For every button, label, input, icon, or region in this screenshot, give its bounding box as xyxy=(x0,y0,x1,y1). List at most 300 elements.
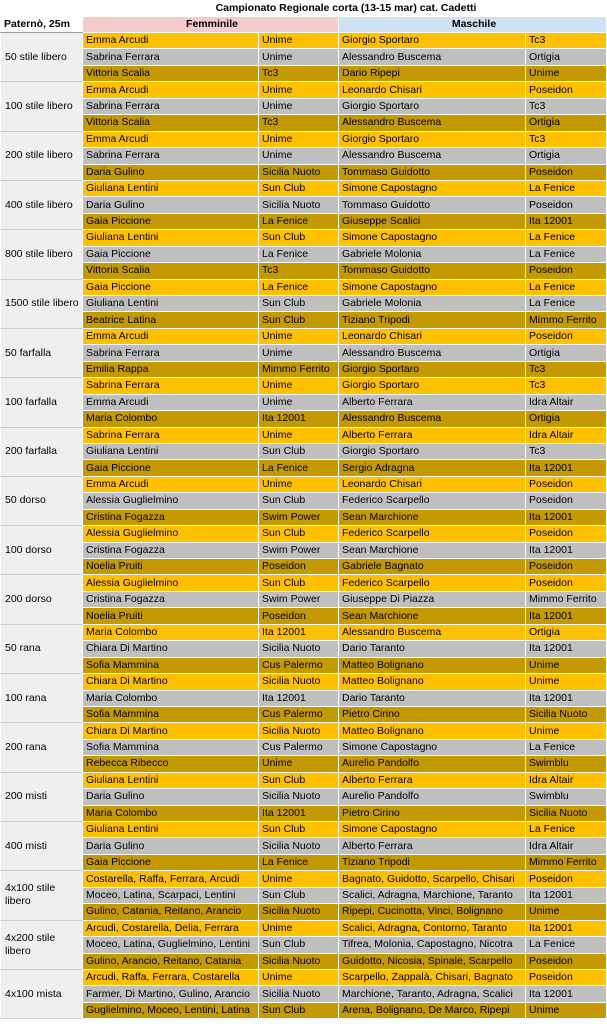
female-club: Sun Club xyxy=(259,296,339,312)
male-club: Poseidon xyxy=(526,969,607,985)
male-athlete: Giorgio Sportaro xyxy=(339,378,526,394)
result-row xyxy=(1,674,607,690)
male-club: Sicilia Nuoto xyxy=(526,805,607,821)
male-club: Ortigia xyxy=(526,345,607,361)
female-club: Sun Club xyxy=(259,180,339,196)
female-athlete: Giuliana Lentini xyxy=(83,443,259,459)
male-athlete: Leonardo Chisari xyxy=(339,476,526,492)
male-athlete: Simone Capostagno xyxy=(339,279,526,295)
female-club: Unime xyxy=(259,131,339,147)
female-club: Unime xyxy=(259,756,339,772)
result-row xyxy=(1,854,607,870)
male-club: Tc3 xyxy=(526,33,607,49)
result-row xyxy=(1,657,607,673)
male-athlete: Simone Capostagno xyxy=(339,180,526,196)
female-club: La Fenice xyxy=(259,213,339,229)
female-athlete: Cristina Fogazza xyxy=(83,591,259,607)
female-athlete: Alessia Guglielmino xyxy=(83,526,259,542)
female-athlete: Emma Arcudi xyxy=(83,82,259,98)
female-athlete: Moceo, Latina, Guglielmino, Lentini xyxy=(83,937,259,953)
result-row xyxy=(1,427,607,443)
male-athlete: Alessandro Buscema xyxy=(339,148,526,164)
female-club: Sicilia Nuoto xyxy=(259,723,339,739)
female-club: La Fenice xyxy=(259,460,339,476)
female-athlete: Emma Arcudi xyxy=(83,476,259,492)
female-club: Unime xyxy=(259,378,339,394)
event-name: 4x100 mista xyxy=(1,969,83,1018)
female-club: Sicilia Nuoto xyxy=(259,838,339,854)
male-club: Sicilia Nuoto xyxy=(526,706,607,722)
female-athlete: Gulino, Catania, Reitano, Arancio xyxy=(83,904,259,920)
male-club: Ita 12001 xyxy=(526,608,607,624)
female-club: Unime xyxy=(259,82,339,98)
result-row xyxy=(1,98,607,114)
result-row xyxy=(1,739,607,755)
male-athlete: Alberto Ferrara xyxy=(339,772,526,788)
male-club: Tc3 xyxy=(526,443,607,459)
female-athlete: Costarella, Raffa, Ferrara, Arcudi xyxy=(83,871,259,887)
female-athlete: Gaia Piccione xyxy=(83,279,259,295)
female-athlete: Moceo, Latina, Scarpaci, Lentini xyxy=(83,887,259,903)
female-athlete: Noelia Pruiti xyxy=(83,559,259,575)
female-club: Unime xyxy=(259,328,339,344)
female-athlete: Cristina Fogazza xyxy=(83,542,259,558)
event-name: 50 rana xyxy=(1,624,83,673)
result-row xyxy=(1,690,607,706)
male-club: Ortigia xyxy=(526,148,607,164)
female-athlete: Sofia Mammina xyxy=(83,739,259,755)
female-club: La Fenice xyxy=(259,854,339,870)
result-row xyxy=(1,526,607,542)
male-club: Poseidon xyxy=(526,953,607,969)
result-row xyxy=(1,328,607,344)
female-athlete: Chiara Di Martino xyxy=(83,641,259,657)
result-row xyxy=(1,164,607,180)
male-club: Ita 12001 xyxy=(526,542,607,558)
male-athlete: Dario Taranto xyxy=(339,641,526,657)
event-name: 4x100 stile libero xyxy=(1,871,83,920)
male-athlete: Dario Taranto xyxy=(339,690,526,706)
male-club: Unime xyxy=(526,65,607,81)
male-club: Ita 12001 xyxy=(526,986,607,1002)
female-club: Swim Power xyxy=(259,509,339,525)
male-club: Tc3 xyxy=(526,131,607,147)
result-row xyxy=(1,246,607,262)
female-club: Cus Palermo xyxy=(259,739,339,755)
male-athlete: Simone Capostagno xyxy=(339,822,526,838)
male-athlete: Leonardo Chisari xyxy=(339,328,526,344)
result-row xyxy=(1,756,607,772)
male-athlete: Scalici, Adragna, Marchione, Taranto xyxy=(339,887,526,903)
female-club: La Fenice xyxy=(259,279,339,295)
event-name: 100 stile libero xyxy=(1,82,83,131)
result-row xyxy=(1,904,607,920)
result-row xyxy=(1,624,607,640)
result-row xyxy=(1,706,607,722)
male-club: Poseidon xyxy=(526,263,607,279)
result-row xyxy=(1,49,607,65)
female-club: La Fenice xyxy=(259,246,339,262)
female-club: Sun Club xyxy=(259,575,339,591)
event-name: 200 farfalla xyxy=(1,427,83,476)
male-club: Swimblu xyxy=(526,756,607,772)
result-row xyxy=(1,608,607,624)
female-club: Sun Club xyxy=(259,937,339,953)
male-club: Poseidon xyxy=(526,493,607,509)
female-athlete: Gaia Piccione xyxy=(83,246,259,262)
female-athlete: Maria Colombo xyxy=(83,690,259,706)
female-athlete: Chiara Di Martino xyxy=(83,674,259,690)
female-club: Cus Palermo xyxy=(259,657,339,673)
male-athlete: Tiziano Tripodi xyxy=(339,854,526,870)
result-row xyxy=(1,263,607,279)
male-athlete: Federico Scarpello xyxy=(339,493,526,509)
male-athlete: Alessandro Buscema xyxy=(339,115,526,131)
male-athlete: Simone Capostagno xyxy=(339,739,526,755)
male-athlete: Federico Scarpello xyxy=(339,575,526,591)
corner-cell xyxy=(1,1,83,17)
male-header: Maschile xyxy=(339,17,607,33)
male-club: Poseidon xyxy=(526,82,607,98)
male-athlete: Simone Capostagno xyxy=(339,230,526,246)
male-athlete: Tommaso Guidotto xyxy=(339,197,526,213)
female-club: Ita 12001 xyxy=(259,411,339,427)
result-row xyxy=(1,887,607,903)
venue-label: Paternò, 25m xyxy=(1,17,83,33)
male-club: Poseidon xyxy=(526,476,607,492)
event-name: 800 stile libero xyxy=(1,230,83,279)
male-club: La Fenice xyxy=(526,937,607,953)
female-athlete: Giuliana Lentini xyxy=(83,180,259,196)
female-athlete: Sabrina Ferrara xyxy=(83,378,259,394)
female-athlete: Gulino, Arancio, Reitano, Catania xyxy=(83,953,259,969)
male-athlete: Matteo Bolignano xyxy=(339,657,526,673)
male-athlete: Scarpello, Zappalà, Chisari, Bagnato xyxy=(339,969,526,985)
male-club: Idra Altair xyxy=(526,772,607,788)
male-athlete: Dario Ripepi xyxy=(339,65,526,81)
female-club: Sun Club xyxy=(259,526,339,542)
result-row xyxy=(1,920,607,936)
event-name: 100 farfalla xyxy=(1,378,83,427)
female-club: Ita 12001 xyxy=(259,805,339,821)
male-club: Idra Altair xyxy=(526,427,607,443)
female-club: Unime xyxy=(259,394,339,410)
female-club: Sun Club xyxy=(259,443,339,459)
female-club: Unime xyxy=(259,427,339,443)
male-athlete: Giorgio Sportaro xyxy=(339,443,526,459)
female-club: Sicilia Nuoto xyxy=(259,674,339,690)
event-name: 200 rana xyxy=(1,723,83,772)
male-athlete: Giorgio Sportaro xyxy=(339,131,526,147)
result-row xyxy=(1,312,607,328)
male-club: Ita 12001 xyxy=(526,690,607,706)
male-club: La Fenice xyxy=(526,279,607,295)
male-athlete: Ripepi, Cucinotta, Vinci, Bolignano xyxy=(339,904,526,920)
male-athlete: Sergio Adragna xyxy=(339,460,526,476)
female-club: Sicilia Nuoto xyxy=(259,904,339,920)
female-club: Tc3 xyxy=(259,115,339,131)
male-club: Mimmo Ferrito xyxy=(526,854,607,870)
female-club: Unime xyxy=(259,148,339,164)
male-athlete: Alessandro Buscema xyxy=(339,49,526,65)
female-athlete: Alessia Guglielmino xyxy=(83,493,259,509)
event-name: 50 stile libero xyxy=(1,33,83,82)
male-athlete: Gabriele Bagnato xyxy=(339,559,526,575)
result-row xyxy=(1,805,607,821)
female-club: Unime xyxy=(259,969,339,985)
result-row xyxy=(1,411,607,427)
male-club: Mimmo Ferrito xyxy=(526,312,607,328)
female-club: Unime xyxy=(259,33,339,49)
event-name: 50 farfalla xyxy=(1,328,83,377)
result-row xyxy=(1,559,607,575)
male-club: La Fenice xyxy=(526,296,607,312)
female-athlete: Sabrina Ferrara xyxy=(83,427,259,443)
female-club: Unime xyxy=(259,920,339,936)
female-athlete: Farmer, Di Martino, Gulino, Arancio xyxy=(83,986,259,1002)
female-club: Sicilia Nuoto xyxy=(259,953,339,969)
male-athlete: Alessandro Buscema xyxy=(339,624,526,640)
result-row xyxy=(1,180,607,196)
female-athlete: Beatrice Latina xyxy=(83,312,259,328)
result-row xyxy=(1,575,607,591)
female-club: Unime xyxy=(259,98,339,114)
female-club: Sun Club xyxy=(259,230,339,246)
female-club: Sun Club xyxy=(259,822,339,838)
female-athlete: Emma Arcudi xyxy=(83,131,259,147)
female-athlete: Vittoria Scalia xyxy=(83,263,259,279)
female-athlete: Vittoria Scalia xyxy=(83,65,259,81)
result-row xyxy=(1,953,607,969)
female-club: Unime xyxy=(259,476,339,492)
male-club: Idra Altair xyxy=(526,838,607,854)
result-row xyxy=(1,213,607,229)
male-athlete: Matteo Bolignano xyxy=(339,723,526,739)
female-athlete: Gaia Piccione xyxy=(83,213,259,229)
female-club: Unime xyxy=(259,345,339,361)
result-row xyxy=(1,115,607,131)
female-header: Femminile xyxy=(83,17,339,33)
event-name: 50 dorso xyxy=(1,476,83,525)
male-athlete: Giorgio Sportaro xyxy=(339,98,526,114)
female-athlete: Sofia Mammina xyxy=(83,706,259,722)
female-club: Unime xyxy=(259,49,339,65)
result-row xyxy=(1,1002,607,1018)
result-row xyxy=(1,937,607,953)
result-row xyxy=(1,509,607,525)
female-athlete: Vittoria Scalia xyxy=(83,115,259,131)
female-athlete: Sofia Mammina xyxy=(83,657,259,673)
male-club: Ortigia xyxy=(526,624,607,640)
result-row xyxy=(1,345,607,361)
result-row xyxy=(1,969,607,985)
male-club: La Fenice xyxy=(526,739,607,755)
result-row xyxy=(1,296,607,312)
result-row xyxy=(1,378,607,394)
female-club: Sicilia Nuoto xyxy=(259,164,339,180)
male-athlete: Tiziano Tripodi xyxy=(339,312,526,328)
male-athlete: Alberto Ferrara xyxy=(339,427,526,443)
male-athlete: Sean Marchione xyxy=(339,608,526,624)
female-club: Mimmo Ferrito xyxy=(259,361,339,377)
male-athlete: Federico Scarpello xyxy=(339,526,526,542)
female-club: Ita 12001 xyxy=(259,624,339,640)
event-name: 4x200 stile libero xyxy=(1,920,83,969)
female-athlete: Noelia Pruiti xyxy=(83,608,259,624)
female-club: Sicilia Nuoto xyxy=(259,789,339,805)
female-athlete: Rebecca Ribecco xyxy=(83,756,259,772)
male-club: Ita 12001 xyxy=(526,213,607,229)
result-row xyxy=(1,822,607,838)
male-club: La Fenice xyxy=(526,822,607,838)
male-club: Ortigia xyxy=(526,115,607,131)
male-athlete: Alessandro Buscema xyxy=(339,411,526,427)
male-club: Unime xyxy=(526,904,607,920)
male-athlete: Tommaso Guidotto xyxy=(339,263,526,279)
result-row xyxy=(1,772,607,788)
male-athlete: Giorgio Sportaro xyxy=(339,361,526,377)
male-club: Poseidon xyxy=(526,164,607,180)
female-club: Ita 12001 xyxy=(259,690,339,706)
result-row xyxy=(1,871,607,887)
male-athlete: Alberto Ferrara xyxy=(339,394,526,410)
male-athlete: Gabriele Molonia xyxy=(339,296,526,312)
female-athlete: Guglielmino, Moceo, Lentini, Latina xyxy=(83,1002,259,1018)
male-club: La Fenice xyxy=(526,230,607,246)
male-club: Ita 12001 xyxy=(526,509,607,525)
female-athlete: Gaia Piccione xyxy=(83,460,259,476)
male-club: Swimblu xyxy=(526,789,607,805)
female-club: Sicilia Nuoto xyxy=(259,641,339,657)
male-athlete: Giuseppe Scalici xyxy=(339,213,526,229)
male-athlete: Tommaso Guidotto xyxy=(339,164,526,180)
female-athlete: Daria Gulino xyxy=(83,838,259,854)
female-athlete: Maria Colombo xyxy=(83,624,259,640)
female-athlete: Sabrina Ferrara xyxy=(83,49,259,65)
event-name: 200 dorso xyxy=(1,575,83,624)
result-row xyxy=(1,361,607,377)
female-athlete: Maria Colombo xyxy=(83,411,259,427)
male-athlete: Leonardo Chisari xyxy=(339,82,526,98)
male-athlete: Alessandro Buscema xyxy=(339,345,526,361)
female-club: Tc3 xyxy=(259,263,339,279)
male-athlete: Matteo Bolignano xyxy=(339,674,526,690)
result-row xyxy=(1,82,607,98)
male-club: Poseidon xyxy=(526,575,607,591)
female-club: Swim Power xyxy=(259,542,339,558)
page-title: Campionato Regionale corta (13-15 mar) cat. Cadetti xyxy=(83,1,607,17)
result-row xyxy=(1,838,607,854)
male-athlete: Arena, Bolignano, De Marco, Ripepi xyxy=(339,1002,526,1018)
male-athlete: Tifrea, Molonia, Capostagno, Nicotra xyxy=(339,937,526,953)
male-athlete: Giorgio Sportaro xyxy=(339,33,526,49)
result-row xyxy=(1,986,607,1002)
male-club: Poseidon xyxy=(526,328,607,344)
result-row xyxy=(1,197,607,213)
male-athlete: Bagnato, Guidotto, Scarpello, Chisari xyxy=(339,871,526,887)
female-club: Swim Power xyxy=(259,591,339,607)
female-athlete: Daria Gulino xyxy=(83,197,259,213)
female-athlete: Alessia Guglielmino xyxy=(83,575,259,591)
female-athlete: Daria Gulino xyxy=(83,789,259,805)
male-club: Ortigia xyxy=(526,49,607,65)
male-club: Tc3 xyxy=(526,98,607,114)
female-athlete: Maria Colombo xyxy=(83,805,259,821)
result-row xyxy=(1,460,607,476)
female-athlete: Gaia Piccione xyxy=(83,854,259,870)
result-row xyxy=(1,148,607,164)
male-club: Poseidon xyxy=(526,871,607,887)
result-row xyxy=(1,641,607,657)
event-name: 1500 stile libero xyxy=(1,279,83,328)
female-athlete: Sabrina Ferrara xyxy=(83,98,259,114)
female-club: Poseidon xyxy=(259,559,339,575)
result-row xyxy=(1,394,607,410)
male-club: Unime xyxy=(526,1002,607,1018)
result-row xyxy=(1,33,607,49)
result-row xyxy=(1,542,607,558)
event-name: 200 misti xyxy=(1,772,83,821)
male-athlete: Aurelio Pandolfo xyxy=(339,789,526,805)
result-row xyxy=(1,65,607,81)
female-club: Unime xyxy=(259,871,339,887)
result-row xyxy=(1,131,607,147)
female-club: Sicilia Nuoto xyxy=(259,197,339,213)
male-club: Idra Altair xyxy=(526,394,607,410)
event-name: 200 stile libero xyxy=(1,131,83,180)
male-athlete: Pietro Cirino xyxy=(339,805,526,821)
male-club: La Fenice xyxy=(526,246,607,262)
male-club: Ita 12001 xyxy=(526,641,607,657)
male-club: Poseidon xyxy=(526,559,607,575)
female-club: Sun Club xyxy=(259,312,339,328)
female-athlete: Emma Arcudi xyxy=(83,328,259,344)
female-athlete: Arcudi, Costarella, Delia, Ferrara xyxy=(83,920,259,936)
female-athlete: Cristina Fogazza xyxy=(83,509,259,525)
male-club: Poseidon xyxy=(526,526,607,542)
result-row xyxy=(1,476,607,492)
female-athlete: Giuliana Lentini xyxy=(83,296,259,312)
female-club: Sicilia Nuoto xyxy=(259,986,339,1002)
female-athlete: Giuliana Lentini xyxy=(83,772,259,788)
event-name: 400 stile libero xyxy=(1,180,83,229)
male-athlete: Alberto Ferrara xyxy=(339,838,526,854)
male-club: Ita 12001 xyxy=(526,460,607,476)
female-athlete: Giuliana Lentini xyxy=(83,230,259,246)
male-athlete: Sean Marchione xyxy=(339,509,526,525)
male-club: Poseidon xyxy=(526,197,607,213)
female-club: Sun Club xyxy=(259,1002,339,1018)
female-athlete: Giuliana Lentini xyxy=(83,822,259,838)
female-athlete: Arcudi, Raffa, Ferrara, Costarella xyxy=(83,969,259,985)
male-club: Mimmo Ferrito xyxy=(526,591,607,607)
event-name: 400 misti xyxy=(1,822,83,871)
result-row xyxy=(1,723,607,739)
result-row xyxy=(1,279,607,295)
female-athlete: Emilia Rappa xyxy=(83,361,259,377)
female-athlete: Sabrina Ferrara xyxy=(83,345,259,361)
male-athlete: Pietro Cirino xyxy=(339,706,526,722)
female-athlete: Sabrina Ferrara xyxy=(83,148,259,164)
male-club: Tc3 xyxy=(526,361,607,377)
female-club: Sun Club xyxy=(259,772,339,788)
male-athlete: Guidotto, Nicosia, Spinale, Scarpello xyxy=(339,953,526,969)
female-club: Sun Club xyxy=(259,493,339,509)
female-club: Tc3 xyxy=(259,65,339,81)
male-club: Unime xyxy=(526,657,607,673)
result-row xyxy=(1,443,607,459)
result-row xyxy=(1,230,607,246)
